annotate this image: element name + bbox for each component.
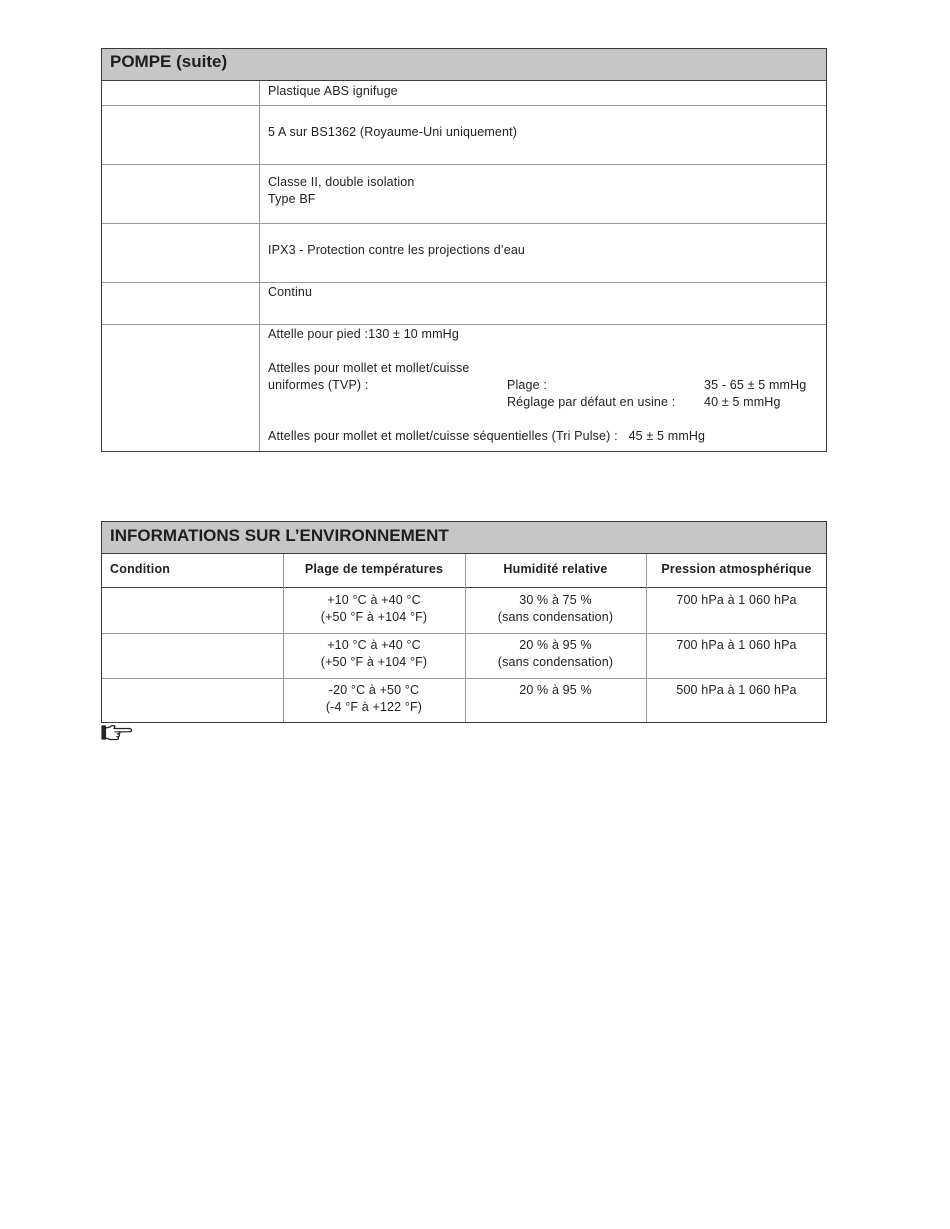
spec-label-cell bbox=[102, 81, 260, 105]
spec-row-pressure bbox=[102, 324, 826, 451]
range-label: Plage : bbox=[507, 378, 547, 392]
cell-temperature bbox=[283, 592, 465, 626]
temp-fahrenheit: (+50 °F à +104 °F) bbox=[320, 610, 428, 624]
pump-spec-table bbox=[101, 48, 827, 452]
spec-label-cell bbox=[102, 223, 260, 282]
spec-value: 5 A sur BS1362 (Royaume-Uni uniquement) bbox=[268, 125, 518, 139]
temp-fahrenheit: (-4 °F à +122 °F) bbox=[325, 700, 423, 714]
factory-default-label: Réglage par défaut en usine : bbox=[507, 395, 676, 409]
column-header-condition: Condition bbox=[110, 562, 171, 576]
temp-fahrenheit: (+50 °F à +104 °F) bbox=[320, 655, 428, 669]
factory-default-value: 40 ± 5 mmHg bbox=[704, 395, 781, 409]
pointing-hand-icon bbox=[101, 724, 133, 742]
humidity-range: 20 % à 95 % bbox=[519, 638, 592, 652]
environment-table bbox=[101, 521, 827, 723]
foot-garment-pressure: Attelle pour pied :130 ± 10 mmHg bbox=[268, 327, 459, 341]
humidity-note: (sans condensation) bbox=[497, 655, 614, 669]
cell-temperature bbox=[283, 682, 465, 716]
cell-humidity bbox=[465, 682, 646, 699]
spec-label-cell bbox=[102, 105, 260, 164]
spec-value bbox=[268, 174, 415, 208]
spec-value-line: Classe II, double isolation bbox=[268, 175, 415, 189]
humidity-range: 20 % à 95 % bbox=[519, 683, 592, 697]
temp-celsius: -20 °C à +50 °C bbox=[328, 683, 420, 697]
cell-pressure: 700 hPa à 1 060 hPa bbox=[676, 638, 797, 652]
spec-label-cell bbox=[102, 164, 260, 223]
spec-row-classification bbox=[102, 164, 826, 224]
temp-celsius: +10 °C à +40 °C bbox=[327, 638, 421, 652]
uniform-garments-label-cont: uniformes (TVP) : bbox=[268, 378, 369, 392]
environment-column-headers bbox=[102, 554, 826, 588]
cell-pressure: 500 hPa à 1 060 hPa bbox=[676, 683, 797, 697]
column-header-temperature: Plage de températures bbox=[304, 562, 444, 576]
cell-humidity bbox=[465, 592, 646, 626]
spec-row-ip-rating bbox=[102, 223, 826, 283]
spec-label-cell bbox=[102, 324, 260, 451]
column-header-pressure: Pression atmosphérique bbox=[661, 562, 812, 576]
cell-temperature bbox=[283, 637, 465, 671]
sequential-garments-pressure: Attelles pour mollet et mollet/cuisse séquentielles (Tri Pulse) : 45 ± 5 mmHg bbox=[268, 429, 706, 443]
uniform-garments-label: Attelles pour mollet et mollet/cuisse bbox=[268, 361, 470, 375]
spec-value-line: Type BF bbox=[268, 192, 316, 206]
pressure-spec bbox=[268, 326, 820, 445]
column-header-humidity: Humidité relative bbox=[503, 562, 608, 576]
spec-value: Continu bbox=[268, 285, 313, 299]
spec-value: Plastique ABS ignifuge bbox=[268, 84, 398, 98]
spec-row-operation bbox=[102, 282, 826, 325]
humidity-range: 30 % à 75 % bbox=[519, 593, 592, 607]
spec-row-material bbox=[102, 81, 826, 106]
cell-humidity bbox=[465, 637, 646, 671]
spec-label-cell bbox=[102, 282, 260, 324]
range-value: 35 - 65 ± 5 mmHg bbox=[704, 378, 807, 392]
spec-value: IPX3 - Protection contre les projections d’eau bbox=[268, 243, 526, 257]
environment-table-title: INFORMATIONS SUR L’ENVIRONNEMENT bbox=[102, 522, 826, 554]
cell-pressure: 700 hPa à 1 060 hPa bbox=[676, 593, 797, 607]
humidity-note: (sans condensation) bbox=[497, 610, 614, 624]
spec-row-fuse bbox=[102, 105, 826, 165]
table-row bbox=[102, 633, 826, 679]
temp-celsius: +10 °C à +40 °C bbox=[327, 593, 421, 607]
table-row bbox=[102, 678, 826, 723]
pump-table-title: POMPE (suite) bbox=[102, 49, 826, 81]
table-row bbox=[102, 588, 826, 634]
